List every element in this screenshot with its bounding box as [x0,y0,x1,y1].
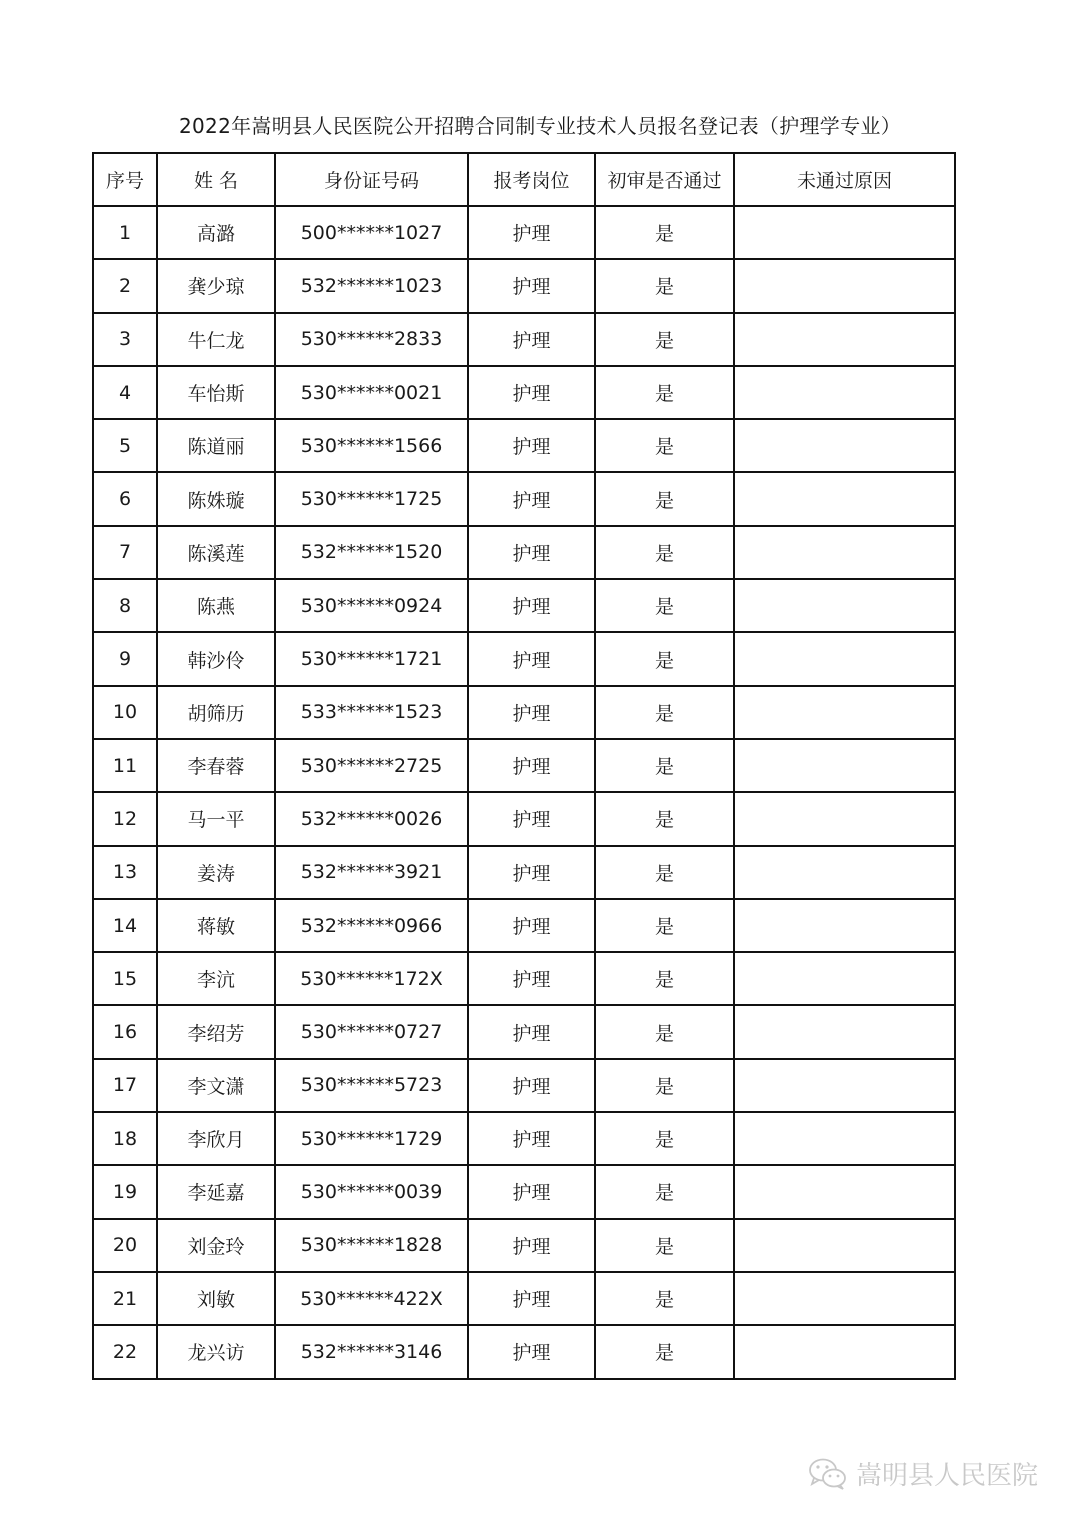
cell-passed: 是 [595,1112,734,1165]
cell-reason [734,1005,955,1058]
cell-reason [734,313,955,366]
table-row [93,472,955,525]
cell-post: 护理 [468,472,595,525]
cell-reason [734,739,955,792]
cell-no: 9 [93,632,157,685]
table-row [93,1325,955,1378]
cell-no: 22 [93,1325,157,1378]
cell-name: 马一平 [157,792,275,845]
cell-passed: 是 [595,632,734,685]
cell-name: 陈道丽 [157,419,275,472]
cell-name: 李春蓉 [157,739,275,792]
cell-reason [734,686,955,739]
cell-passed: 是 [595,952,734,1005]
table-row [93,366,955,419]
cell-no: 13 [93,846,157,899]
cell-passed: 是 [595,366,734,419]
cell-id: 532******3146 [275,1325,468,1378]
cell-post: 护理 [468,526,595,579]
cell-name: 高潞 [157,206,275,259]
table-row [93,419,955,472]
table-row [93,1059,955,1112]
cell-no: 18 [93,1112,157,1165]
cell-post: 护理 [468,739,595,792]
cell-passed: 是 [595,206,734,259]
cell-no: 2 [93,259,157,312]
cell-name: 蒋敏 [157,899,275,952]
cell-passed: 是 [595,1165,734,1218]
cell-reason [734,472,955,525]
cell-no: 15 [93,952,157,1005]
cell-id: 530******0924 [275,579,468,632]
cell-id: 500******1027 [275,206,468,259]
cell-reason [734,419,955,472]
cell-no: 19 [93,1165,157,1218]
cell-id: 532******1023 [275,259,468,312]
cell-post: 护理 [468,632,595,685]
cell-reason [734,1112,955,1165]
cell-id: 530******172X [275,952,468,1005]
watermark-text: 嵩明县人民医院 [856,1461,1039,1491]
cell-no: 8 [93,579,157,632]
cell-post: 护理 [468,1165,595,1218]
cell-no: 10 [93,686,157,739]
cell-no: 17 [93,1059,157,1112]
cell-no: 3 [93,313,157,366]
cell-id: 532******0026 [275,792,468,845]
cell-passed: 是 [595,846,734,899]
cell-no: 11 [93,739,157,792]
cell-passed: 是 [595,472,734,525]
cell-name: 李文潇 [157,1059,275,1112]
cell-name: 李绍芳 [157,1005,275,1058]
cell-passed: 是 [595,1272,734,1325]
cell-post: 护理 [468,1005,595,1058]
cell-id: 532******1520 [275,526,468,579]
cell-passed: 是 [595,419,734,472]
cell-passed: 是 [595,899,734,952]
cell-name: 陈姝璇 [157,472,275,525]
header-post: 报考岗位 [468,153,595,206]
cell-post: 护理 [468,846,595,899]
cell-passed: 是 [595,1219,734,1272]
header-id: 身份证号码 [275,153,468,206]
cell-name: 刘敏 [157,1272,275,1325]
cell-id: 530******1725 [275,472,468,525]
cell-no: 21 [93,1272,157,1325]
cell-post: 护理 [468,1059,595,1112]
cell-no: 20 [93,1219,157,1272]
cell-id: 530******2833 [275,313,468,366]
cell-name: 胡筛历 [157,686,275,739]
cell-id: 530******1566 [275,419,468,472]
cell-passed: 是 [595,739,734,792]
cell-passed: 是 [595,1059,734,1112]
cell-id: 532******0966 [275,899,468,952]
cell-reason [734,1059,955,1112]
registration-table [92,152,956,1380]
cell-passed: 是 [595,792,734,845]
cell-post: 护理 [468,313,595,366]
table-row [93,952,955,1005]
cell-post: 护理 [468,686,595,739]
cell-name: 李沆 [157,952,275,1005]
watermark [808,1455,1038,1492]
table-row [93,526,955,579]
table-row [93,1219,955,1272]
cell-reason [734,952,955,1005]
cell-passed: 是 [595,1325,734,1378]
table-row [93,1272,955,1325]
cell-id: 530******1729 [275,1112,468,1165]
cell-name: 陈燕 [157,579,275,632]
cell-no: 4 [93,366,157,419]
cell-no: 12 [93,792,157,845]
cell-name: 车怡斯 [157,366,275,419]
cell-reason [734,632,955,685]
table-row [93,686,955,739]
cell-reason [734,579,955,632]
cell-post: 护理 [468,206,595,259]
page-title: 2022年嵩明县人民医院公开招聘合同制专业技术人员报名登记表（护理学专业） [179,114,901,138]
header-no: 序号 [93,153,157,206]
cell-passed: 是 [595,526,734,579]
table-row [93,206,955,259]
table-row [93,739,955,792]
cell-id: 530******0021 [275,366,468,419]
table-row [93,313,955,366]
cell-name: 李延嘉 [157,1165,275,1218]
cell-reason [734,206,955,259]
wechat-icon [808,1457,848,1491]
header-reason: 未通过原因 [734,153,955,206]
table-row [93,899,955,952]
cell-id: 532******3921 [275,846,468,899]
header-passed: 初审是否通过 [595,153,734,206]
cell-post: 护理 [468,419,595,472]
cell-reason [734,366,955,419]
cell-no: 5 [93,419,157,472]
cell-id: 530******2725 [275,739,468,792]
cell-passed: 是 [595,259,734,312]
cell-passed: 是 [595,1005,734,1058]
table-row [93,632,955,685]
cell-name: 龚少琼 [157,259,275,312]
cell-reason [734,526,955,579]
cell-post: 护理 [468,259,595,312]
table-row [93,1112,955,1165]
cell-id: 530******5723 [275,1059,468,1112]
cell-passed: 是 [595,579,734,632]
cell-name: 李欣月 [157,1112,275,1165]
table-row [93,792,955,845]
cell-name: 牛仁龙 [157,313,275,366]
cell-reason [734,1219,955,1272]
header-name: 姓 名 [157,153,275,206]
cell-no: 14 [93,899,157,952]
table-header-row [93,153,955,206]
cell-no: 6 [93,472,157,525]
cell-reason [734,1272,955,1325]
cell-name: 龙兴访 [157,1325,275,1378]
cell-passed: 是 [595,313,734,366]
cell-reason [734,259,955,312]
table-row [93,1005,955,1058]
cell-id: 530******0727 [275,1005,468,1058]
cell-name: 韩沙伶 [157,632,275,685]
cell-post: 护理 [468,579,595,632]
table-row [93,1165,955,1218]
cell-post: 护理 [468,366,595,419]
cell-post: 护理 [468,1219,595,1272]
cell-reason [734,899,955,952]
cell-reason [734,1325,955,1378]
cell-id: 530******1828 [275,1219,468,1272]
cell-no: 16 [93,1005,157,1058]
cell-passed: 是 [595,686,734,739]
table-row [93,259,955,312]
cell-no: 1 [93,206,157,259]
cell-name: 姜涛 [157,846,275,899]
cell-reason [734,1165,955,1218]
cell-name: 陈溪莲 [157,526,275,579]
cell-post: 护理 [468,792,595,845]
cell-name: 刘金玲 [157,1219,275,1272]
cell-reason [734,846,955,899]
cell-id: 530******422X [275,1272,468,1325]
cell-id: 530******1721 [275,632,468,685]
table-row [93,846,955,899]
cell-post: 护理 [468,1112,595,1165]
cell-post: 护理 [468,1325,595,1378]
cell-no: 7 [93,526,157,579]
cell-id: 533******1523 [275,686,468,739]
cell-post: 护理 [468,1272,595,1325]
table-row [93,579,955,632]
cell-reason [734,792,955,845]
cell-id: 530******0039 [275,1165,468,1218]
cell-post: 护理 [468,899,595,952]
cell-post: 护理 [468,952,595,1005]
